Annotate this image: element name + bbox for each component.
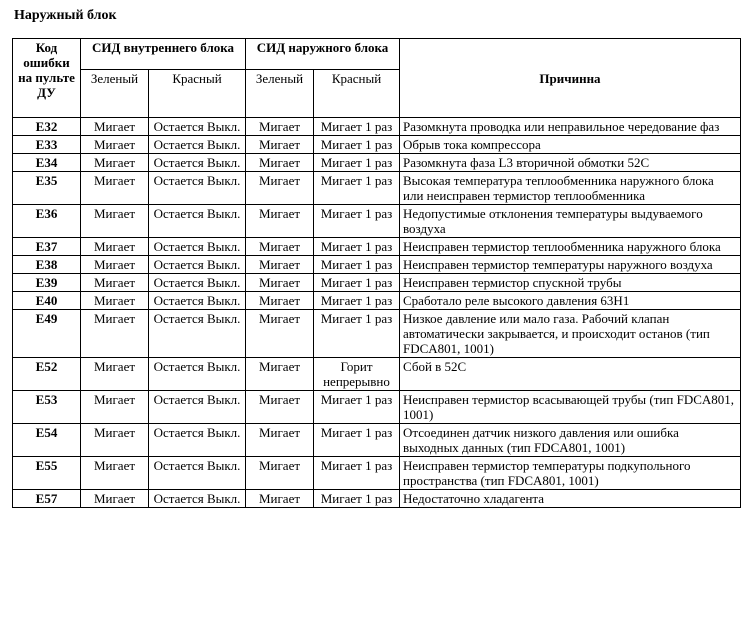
- cause-text: Неисправен термистор температуры подкупольного пространства (тип FDCA801, 1001): [400, 457, 741, 490]
- indoor-green-state: Мигает: [81, 154, 149, 172]
- cause-text: Низкое давление или мало газа. Рабочий клапан автоматически закрывается, и происходит останов (тип FDCA801, 1001): [400, 310, 741, 358]
- cause-text: Недопустимые отклонения температуры выдуваемого воздуха: [400, 205, 741, 238]
- table-row: [13, 358, 741, 391]
- outdoor-red-state: Мигает 1 раз: [314, 457, 400, 490]
- table-row: [13, 457, 741, 490]
- outdoor-green-state: Мигает: [246, 391, 314, 424]
- table-row: [13, 292, 741, 310]
- table-row: [13, 256, 741, 274]
- outdoor-green-state: Мигает: [246, 310, 314, 358]
- indoor-red-state: Остается Выкл.: [149, 490, 246, 508]
- table-row: [13, 490, 741, 508]
- table-row: [13, 172, 741, 205]
- outdoor-green-state: Мигает: [246, 154, 314, 172]
- cause-text: Неисправен термистор всасывающей трубы (тип FDCA801, 1001): [400, 391, 741, 424]
- error-code: E52: [13, 358, 81, 391]
- table-row: [13, 118, 741, 136]
- error-code-table: [12, 38, 741, 508]
- indoor-green-state: Мигает: [81, 358, 149, 391]
- indoor-red-state: Остается Выкл.: [149, 136, 246, 154]
- cause-text: Отсоединен датчик низкого давления или ошибка выходных данных (тип FDCA801, 1001): [400, 424, 741, 457]
- cause-text: Высокая температура теплообменника наружного блока или неисправен термистор теплообменника: [400, 172, 741, 205]
- indoor-green-state: Мигает: [81, 310, 149, 358]
- error-code: E39: [13, 274, 81, 292]
- indoor-green-state: Мигает: [81, 457, 149, 490]
- outdoor-green-state: Мигает: [246, 118, 314, 136]
- outdoor-red-state: Мигает 1 раз: [314, 391, 400, 424]
- indoor-green-state: Мигает: [81, 136, 149, 154]
- indoor-red-state: Остается Выкл.: [149, 292, 246, 310]
- table-row: [13, 238, 741, 256]
- outdoor-green-state: Мигает: [246, 358, 314, 391]
- indoor-green-state: Мигает: [81, 274, 149, 292]
- cause-text: Неисправен термистор теплообменника наружного блока: [400, 238, 741, 256]
- outdoor-green-state: Мигает: [246, 424, 314, 457]
- header-outdoor-red: Красный: [314, 70, 400, 118]
- error-code: E54: [13, 424, 81, 457]
- cause-text: Недостаточно хладагента: [400, 490, 741, 508]
- indoor-green-state: Мигает: [81, 205, 149, 238]
- outdoor-green-state: Мигает: [246, 457, 314, 490]
- outdoor-green-state: Мигает: [246, 172, 314, 205]
- table-row: [13, 424, 741, 457]
- indoor-green-state: Мигает: [81, 238, 149, 256]
- outdoor-red-state: Горит непрерывно: [314, 358, 400, 391]
- cause-text: Сработало реле высокого давления 63Н1: [400, 292, 741, 310]
- outdoor-red-state: Мигает 1 раз: [314, 424, 400, 457]
- indoor-red-state: Остается Выкл.: [149, 154, 246, 172]
- cause-text: Разомкнута проводка или неправильное чередование фаз: [400, 118, 741, 136]
- table-row: [13, 205, 741, 238]
- outdoor-green-state: Мигает: [246, 205, 314, 238]
- table-row: [13, 274, 741, 292]
- outdoor-red-state: Мигает 1 раз: [314, 256, 400, 274]
- cause-text: Разомкнута фаза L3 вторичной обмотки 52С: [400, 154, 741, 172]
- error-code: E49: [13, 310, 81, 358]
- indoor-green-state: Мигает: [81, 256, 149, 274]
- error-code: E33: [13, 136, 81, 154]
- indoor-red-state: Остается Выкл.: [149, 274, 246, 292]
- table-row: [13, 310, 741, 358]
- cause-text: Неисправен термистор спускной трубы: [400, 274, 741, 292]
- outdoor-red-state: Мигает 1 раз: [314, 310, 400, 358]
- header-code: Код ошибки на пульте ДУ: [13, 39, 81, 118]
- outdoor-green-state: Мигает: [246, 274, 314, 292]
- indoor-red-state: Остается Выкл.: [149, 424, 246, 457]
- outdoor-red-state: Мигает 1 раз: [314, 154, 400, 172]
- indoor-green-state: Мигает: [81, 391, 149, 424]
- header-outdoor-green: Зеленый: [246, 70, 314, 118]
- indoor-red-state: Остается Выкл.: [149, 391, 246, 424]
- outdoor-red-state: Мигает 1 раз: [314, 118, 400, 136]
- indoor-red-state: Остается Выкл.: [149, 256, 246, 274]
- outdoor-red-state: Мигает 1 раз: [314, 292, 400, 310]
- outdoor-red-state: Мигает 1 раз: [314, 274, 400, 292]
- header-indoor-red: Красный: [149, 70, 246, 118]
- error-code: E38: [13, 256, 81, 274]
- outdoor-red-state: Мигает 1 раз: [314, 205, 400, 238]
- error-code: E37: [13, 238, 81, 256]
- indoor-red-state: Остается Выкл.: [149, 238, 246, 256]
- cause-text: Сбой в 52С: [400, 358, 741, 391]
- outdoor-green-state: Мигает: [246, 256, 314, 274]
- error-code: E32: [13, 118, 81, 136]
- page-title: Наружный блок: [14, 8, 117, 23]
- cause-text: Обрыв тока компрессора: [400, 136, 741, 154]
- indoor-red-state: Остается Выкл.: [149, 172, 246, 205]
- outdoor-green-state: Мигает: [246, 238, 314, 256]
- indoor-red-state: Остается Выкл.: [149, 205, 246, 238]
- indoor-red-state: Остается Выкл.: [149, 358, 246, 391]
- outdoor-red-state: Мигает 1 раз: [314, 238, 400, 256]
- indoor-green-state: Мигает: [81, 490, 149, 508]
- error-code: E55: [13, 457, 81, 490]
- indoor-green-state: Мигает: [81, 424, 149, 457]
- cause-text: Неисправен термистор температуры наружного воздуха: [400, 256, 741, 274]
- outdoor-green-state: Мигает: [246, 136, 314, 154]
- indoor-red-state: Остается Выкл.: [149, 310, 246, 358]
- indoor-green-state: Мигает: [81, 172, 149, 205]
- error-code: E36: [13, 205, 81, 238]
- outdoor-green-state: Мигает: [246, 490, 314, 508]
- indoor-red-state: Остается Выкл.: [149, 118, 246, 136]
- table-row: [13, 154, 741, 172]
- error-code: E57: [13, 490, 81, 508]
- header-indoor-led: СИД внутреннего блока: [81, 39, 246, 70]
- error-code: E35: [13, 172, 81, 205]
- outdoor-red-state: Мигает 1 раз: [314, 136, 400, 154]
- header-outdoor-led: СИД наружного блока: [246, 39, 400, 70]
- error-code: E40: [13, 292, 81, 310]
- outdoor-red-state: Мигает 1 раз: [314, 490, 400, 508]
- error-code: E53: [13, 391, 81, 424]
- header-indoor-green: Зеленый: [81, 70, 149, 118]
- indoor-green-state: Мигает: [81, 118, 149, 136]
- indoor-green-state: Мигает: [81, 292, 149, 310]
- outdoor-green-state: Мигает: [246, 292, 314, 310]
- outdoor-red-state: Мигает 1 раз: [314, 172, 400, 205]
- header-cause: Причинна: [400, 39, 741, 118]
- table-row: [13, 136, 741, 154]
- table-row: [13, 391, 741, 424]
- indoor-red-state: Остается Выкл.: [149, 457, 246, 490]
- error-code: E34: [13, 154, 81, 172]
